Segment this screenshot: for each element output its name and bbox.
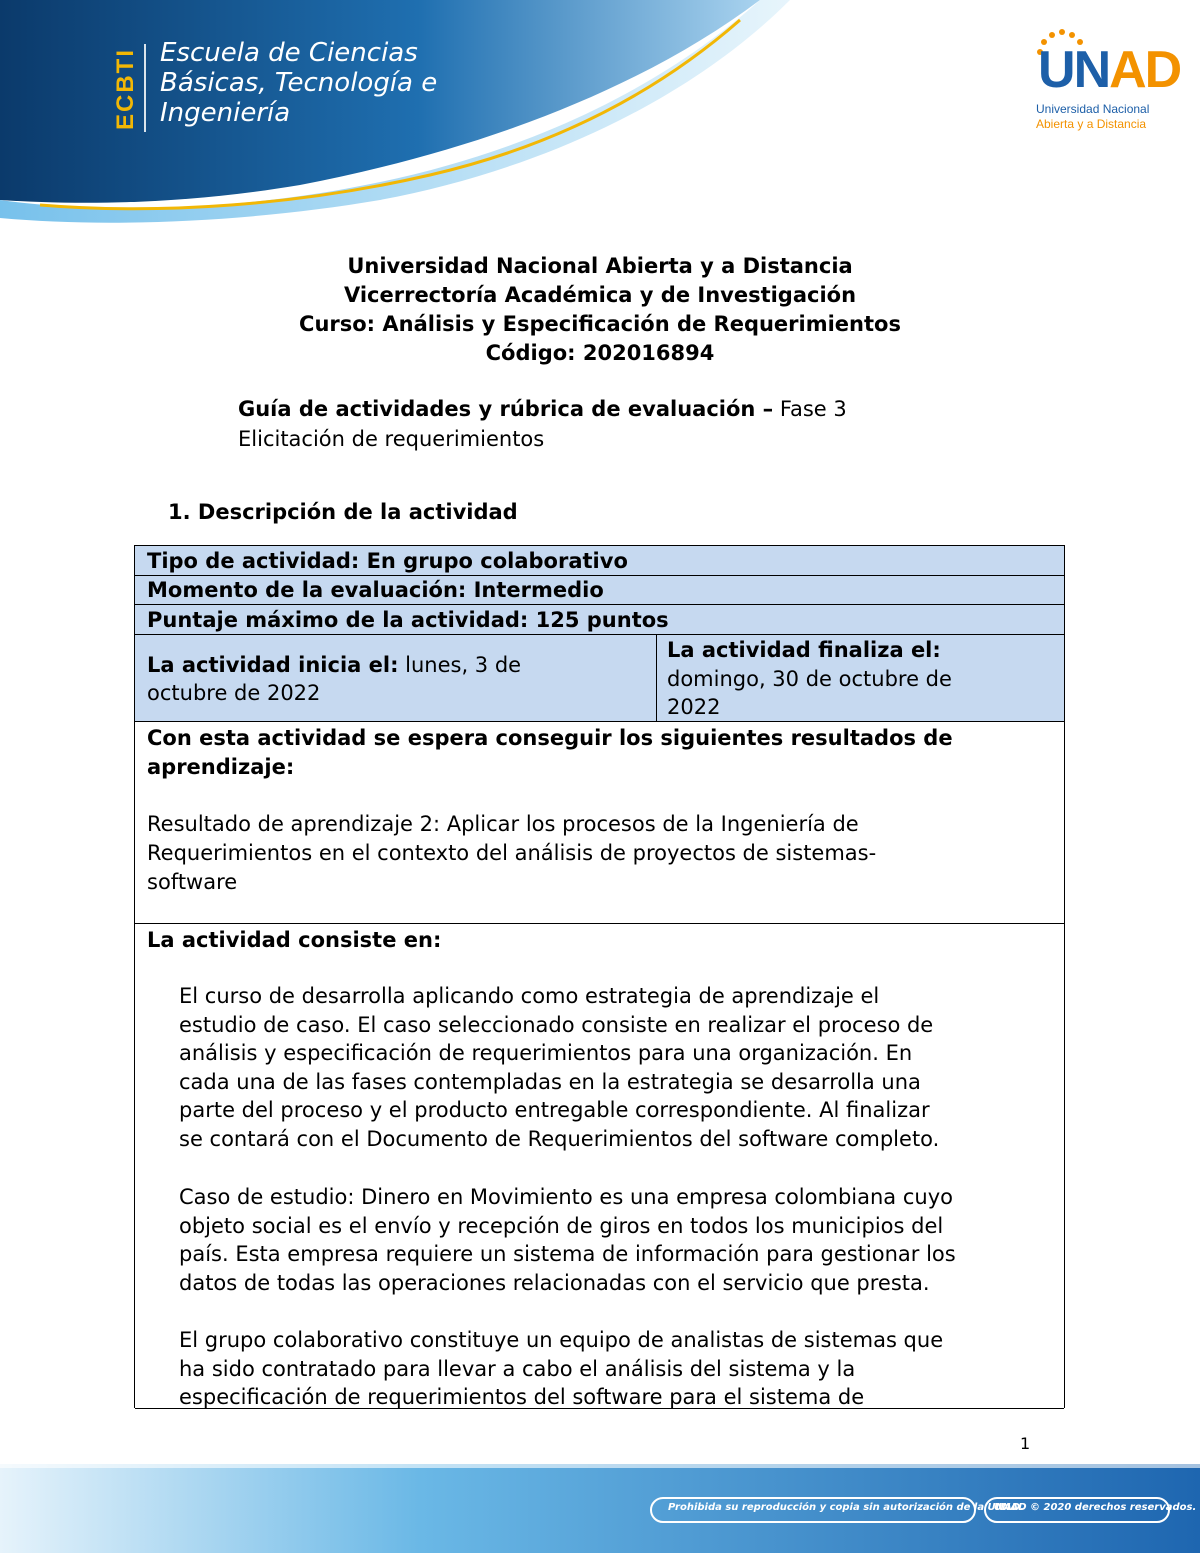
paragraph-line: El grupo colaborativo constituye un equipo de analistas de sistemas que bbox=[179, 1328, 944, 1352]
consists-heading: La actividad consiste en: bbox=[147, 928, 442, 952]
paragraph-line: especificación de requerimientos del software para el sistema de bbox=[179, 1385, 865, 1410]
guide-title-bold: Guía de actividades y rúbrica de evaluación – bbox=[238, 397, 774, 421]
paragraph-line: se contará con el Documento de Requerimientos del software completo. bbox=[179, 1126, 940, 1151]
guide-subtitle: Elicitación de requerimientos bbox=[238, 427, 545, 451]
unad-logo bbox=[1030, 26, 1181, 136]
start-date-line-1 bbox=[147, 651, 521, 680]
school-name: Escuela de Ciencias Básicas, Tecnología e Ingeniería bbox=[160, 38, 438, 128]
paragraph-line: Caso de estudio: Dinero en Movimiento es una empresa colombiana cuyo bbox=[179, 1185, 953, 1209]
paragraph-line: estudio de caso. El caso seleccionado consiste en realizar el proceso de bbox=[179, 1012, 934, 1037]
paragraph-line: país. Esta empresa requiere un sistema de información para gestionar los bbox=[179, 1242, 956, 1267]
description-paragraph-1 bbox=[179, 982, 1059, 1154]
paragraph-line: parte del proceso y el producto entregable correspondiente. Al finalizar bbox=[179, 1098, 930, 1123]
title-code: Código: 202016894 bbox=[485, 341, 715, 365]
paragraph-line: El curso de desarrolla aplicando como estrategia de aprendizaje el bbox=[179, 984, 880, 1008]
paragraph-line: cada una de las fases contempladas en la estrategia se desarrolla una bbox=[179, 1069, 921, 1094]
start-date-line-2: octubre de 2022 bbox=[147, 681, 321, 705]
start-date-value: lunes, 3 de bbox=[398, 653, 522, 677]
title-university: Universidad Nacional Abierta y a Distancia bbox=[347, 254, 853, 278]
logo-wordmark: UNAD bbox=[1038, 41, 1181, 99]
end-date-value-1: domingo, 30 de octubre de bbox=[667, 667, 952, 691]
paragraph-line: análisis y especificación de requerimientos para una organización. En bbox=[179, 1041, 913, 1066]
end-date-cell bbox=[657, 635, 1064, 721]
page-number: 1 bbox=[1020, 1434, 1031, 1453]
activity-table bbox=[134, 545, 1065, 1408]
footer-notice: Prohibida su reproducción y copia sin autorización de la UNAD. bbox=[668, 1502, 1024, 1513]
description-paragraph-3 bbox=[179, 1326, 1059, 1412]
description-paragraph-2 bbox=[179, 1183, 1059, 1297]
evaluation-moment: Momento de la evaluación: Intermedio bbox=[147, 578, 604, 602]
outcome-line-3: software bbox=[147, 870, 238, 894]
start-date-cell bbox=[135, 635, 657, 721]
paragraph-line: datos de todas las operaciones relacionadas con el servicio que presta. bbox=[179, 1270, 930, 1295]
outcome-line-2: Requerimientos en el contexto del análisis de proyectos de sistemas- bbox=[147, 841, 877, 865]
outcome-line-1: Resultado de aprendizaje 2: Aplicar los procesos de la Ingeniería de bbox=[147, 812, 859, 836]
title-vicerrectoria: Vicerrectoría Académica y de Investigación bbox=[343, 283, 857, 307]
max-score: Puntaje máximo de la actividad: 125 puntos bbox=[147, 608, 669, 632]
paragraph-line: ha sido contratado para llevar a cabo el análisis del sistema y la bbox=[179, 1356, 856, 1381]
paragraph-line: objeto social es el envío y recepción de giros en todos los municipios del bbox=[179, 1213, 944, 1238]
section-heading: 1. Descripción de la actividad bbox=[168, 500, 518, 524]
end-date-label: La actividad finaliza el: bbox=[667, 638, 941, 662]
activity-type: Tipo de actividad: En grupo colaborativo bbox=[147, 549, 628, 573]
footer-rights: UNAD © 2020 derechos reservados. bbox=[994, 1502, 1197, 1513]
row-activity-description bbox=[135, 924, 1064, 1409]
school-abbreviation: ECBTI bbox=[112, 48, 139, 130]
row-learning-outcomes bbox=[135, 722, 1064, 924]
outcomes-heading-1: Con esta actividad se espera conseguir los siguientes resultados de bbox=[147, 726, 953, 750]
guide-title-phase: Fase 3 bbox=[773, 397, 847, 421]
outcomes-heading-2: aprendizaje: bbox=[147, 755, 295, 779]
row-max-score bbox=[135, 605, 1064, 635]
school-block bbox=[112, 38, 452, 138]
row-evaluation-moment bbox=[135, 576, 1064, 605]
title-course: Curso: Análisis y Especificación de Requerimientos bbox=[299, 312, 901, 336]
school-divider bbox=[144, 44, 146, 132]
start-date-label: La actividad inicia el: bbox=[147, 653, 399, 677]
logo-subtitle-1: Universidad Nacional bbox=[1036, 102, 1150, 116]
logo-subtitle-2: Abierta y a Distancia bbox=[1036, 117, 1147, 131]
end-date-value-2: 2022 bbox=[667, 695, 721, 719]
document-title bbox=[0, 252, 1200, 368]
guide-title bbox=[238, 394, 998, 454]
row-activity-type bbox=[135, 546, 1064, 576]
row-dates bbox=[135, 635, 1064, 722]
